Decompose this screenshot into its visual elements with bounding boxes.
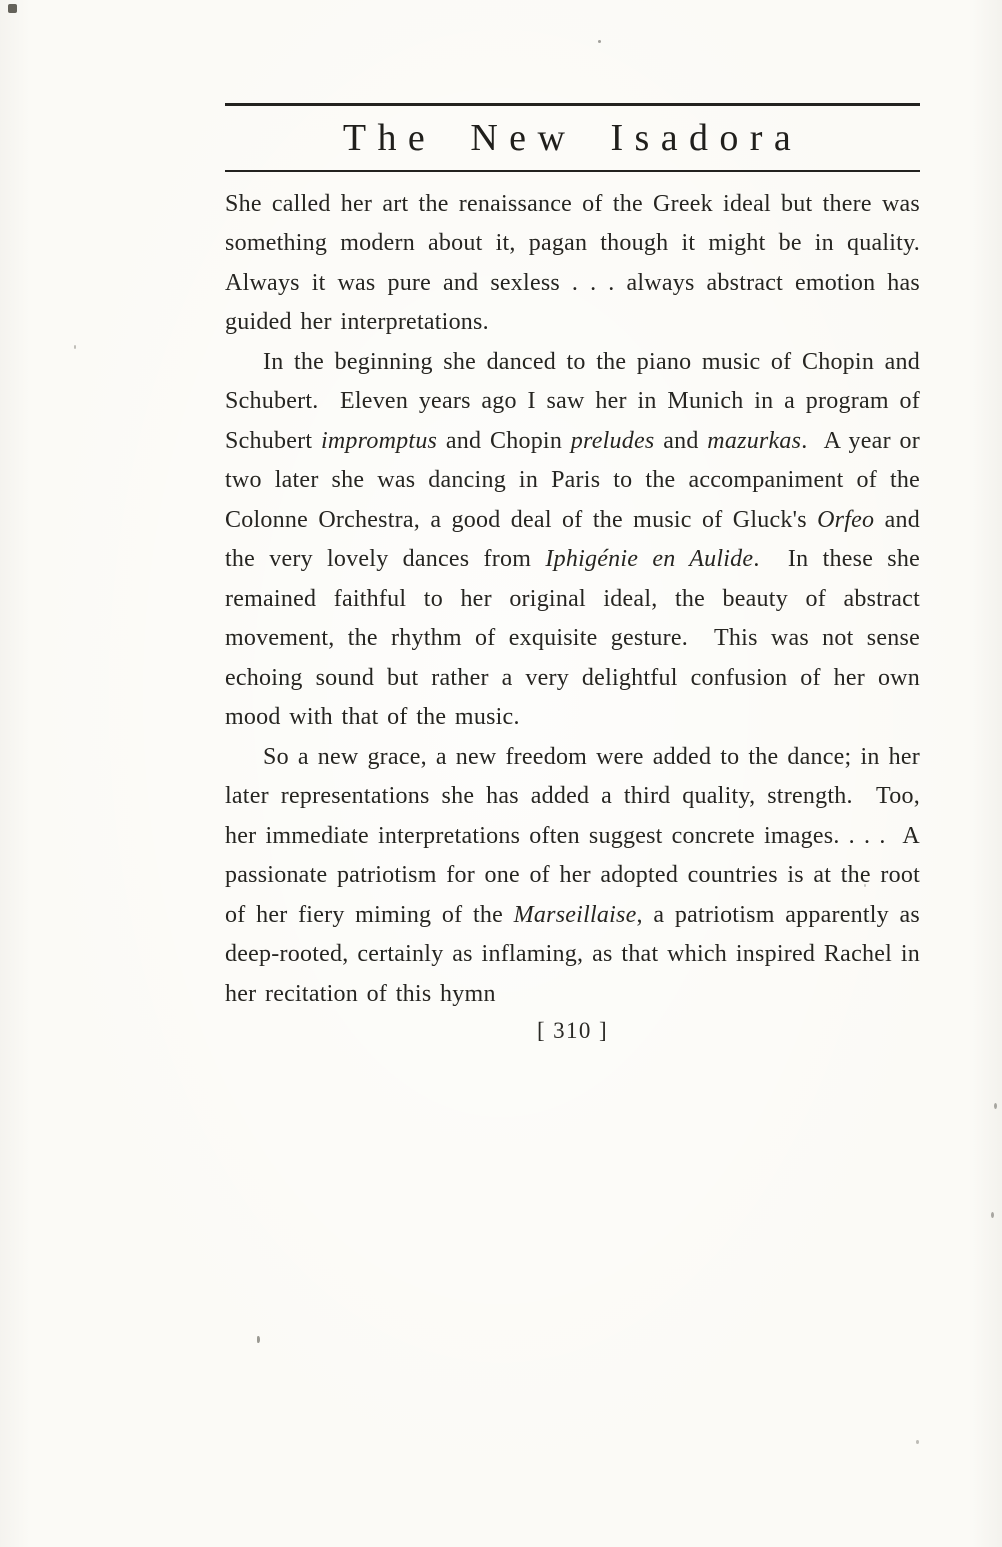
scan-speck [598,40,601,43]
text-run: In the beginning she danced to the piano music of Chopin and Schubert. Eleven years ago I saw her in Munich in a program of Schubert [225,348,929,454]
italic-text-run: Iphigénie en Aulide [545,546,754,573]
paragraph [225,738,929,1015]
scan-speck [991,1212,994,1218]
text-run: . A year or two later she was dancing in Paris to the accompaniment of the Colonne Orchestra, a good deal of the music of Gluck's [225,427,929,533]
scan-speck [864,884,866,887]
italic-text-run: mazurkas [707,427,802,454]
paragraph [225,343,929,738]
italic-text-run: preludes [570,427,655,454]
scan-speck [74,345,76,349]
italic-text-run: impromptus [320,427,438,454]
scan-speck [257,1336,260,1343]
scan-speck [994,1103,997,1109]
scan-speck [8,4,17,13]
text-run: and the very lovely dances from [225,506,929,573]
text-run: and [654,427,708,454]
title-rule-top [225,103,920,106]
title-rule-bottom [225,170,920,172]
scan-speck [916,1440,919,1444]
text-run: So a new grace, a new freedom were added to the dance; in her later representations she has added a third quality, strength. Too, her immediate interpretations often suggest concrete images. . . . A passionate patriotism for one of her adopted countries is at the root of her fiery miming of the [225,743,929,928]
text-run: She called her art the renaissance of the Greek ideal but there was something modern about it, pagan though it might be in quality. Always it was pure and sexless . . . always abstract emotion has guided her interpretations. [225,190,938,336]
page-content [225,0,938,1044]
text-run: , a patriotism apparently as deep-rooted, certainly as inflaming, as that which inspired Rachel in her recitation of this hymn [225,901,929,1007]
page-title: The New Isadora [342,117,803,159]
text-run: . In these she remained faithful to her original ideal, the beauty of abstract movement, the rhythm of exquisite gesture. This was not sense echoing sound but rather a very delightful confusion of her own mood with that of the music. [225,546,929,731]
page-number: [ 310 ] [537,1018,608,1044]
italic-text-run: Orfeo [817,506,875,533]
paragraph [225,185,938,343]
text-run: and Chopin [437,427,571,454]
body-text [225,185,938,1015]
italic-text-run: Marseillaise [513,901,637,928]
